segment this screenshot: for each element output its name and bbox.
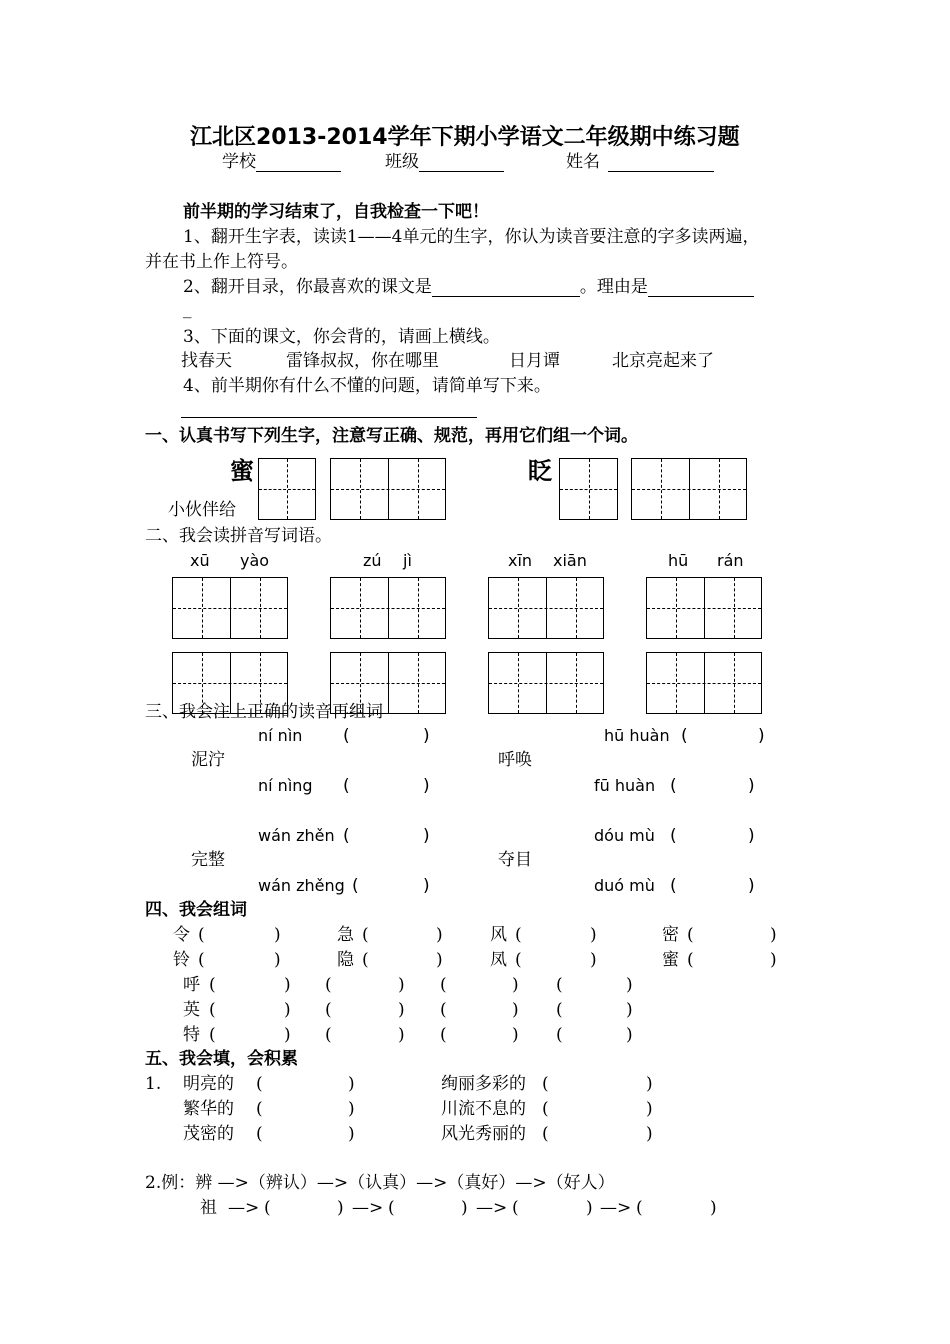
paren-close: ) bbox=[710, 1198, 717, 1218]
pinyin-label: xīn bbox=[508, 551, 533, 570]
paren-close: ) bbox=[423, 876, 430, 896]
writing-grid[interactable] bbox=[488, 652, 604, 714]
section3-heading: 三、我会注上正确的读音再组词 bbox=[145, 702, 383, 722]
pinyin-label: yào bbox=[240, 551, 270, 570]
paren-open: ( bbox=[352, 876, 359, 896]
char-label: 密 bbox=[662, 925, 679, 945]
phrase-label: 绚丽多彩的 bbox=[441, 1074, 526, 1094]
paren-open: ( bbox=[198, 950, 205, 970]
name-field[interactable] bbox=[608, 153, 714, 172]
char-label: 凤 bbox=[490, 950, 507, 970]
paren-close: ) bbox=[284, 1025, 291, 1045]
paren-open: ( bbox=[440, 1025, 447, 1045]
pinyin-label: zú bbox=[363, 551, 382, 570]
paren-open: ( bbox=[362, 925, 369, 945]
writing-grid[interactable] bbox=[330, 577, 446, 639]
item-number: 1. bbox=[145, 1074, 162, 1094]
paren-open: ( bbox=[542, 1124, 549, 1144]
favorite-lesson-field[interactable] bbox=[432, 278, 580, 297]
intro-q1-line2: 并在书上作上符号。 bbox=[145, 252, 298, 272]
phrase-label: 茂密的 bbox=[183, 1124, 234, 1144]
paren-close: ) bbox=[512, 1025, 519, 1045]
paren-close: ) bbox=[626, 975, 633, 995]
section4-heading: 四、我会组词 bbox=[145, 900, 247, 920]
lesson-item[interactable]: 北京亮起来了 bbox=[612, 351, 714, 371]
intro-q3: 3、下面的课文，你会背的，请画上横线。 bbox=[183, 327, 500, 347]
char-label: 隐 bbox=[337, 950, 354, 970]
phrase-label: 风光秀丽的 bbox=[441, 1124, 526, 1144]
class-label bbox=[385, 152, 504, 172]
pinyin-option: dóu mù bbox=[594, 826, 655, 845]
phrase-label: 川流不息的 bbox=[441, 1099, 526, 1119]
paren-open: ( bbox=[681, 726, 688, 746]
char-label: 风 bbox=[490, 925, 507, 945]
paren-close: ) bbox=[626, 1000, 633, 1020]
char-label: 英 bbox=[183, 1000, 200, 1020]
char-label: 铃 bbox=[173, 950, 190, 970]
intro-q2-overflow: _ bbox=[183, 299, 192, 319]
paren-open: ( bbox=[325, 1025, 332, 1045]
intro-heading: 前半期的学习结束了，自我检查一下吧！ bbox=[183, 202, 489, 222]
paren-close: ) bbox=[284, 1000, 291, 1020]
intro-q4: 4、前半期你有什么不懂的问题，请简单写下来。 bbox=[183, 376, 551, 396]
writing-grid[interactable] bbox=[330, 458, 446, 520]
char-label: 特 bbox=[183, 1025, 200, 1045]
paren-open: ( bbox=[542, 1099, 549, 1119]
paren-open: ( bbox=[209, 975, 216, 995]
pinyin-option: wán zhěn bbox=[258, 826, 335, 845]
paren-open: ( bbox=[515, 925, 522, 945]
reason-field[interactable] bbox=[648, 278, 754, 297]
word-label: 夺目 bbox=[498, 850, 532, 870]
paren-close: ) bbox=[274, 925, 281, 945]
writing-grid[interactable] bbox=[646, 652, 762, 714]
intro-q1-line1: 1、翻开生字表，读读1——4单元的生字，你认为读音要注意的字多读两遍， bbox=[183, 227, 760, 247]
paren-open: ( bbox=[556, 1000, 563, 1020]
section2-heading: 二、我会读拼音写词语。 bbox=[145, 526, 332, 546]
paren-open: ( bbox=[343, 776, 350, 796]
paren-close: ) bbox=[423, 726, 430, 746]
task-char: 祖 bbox=[200, 1198, 217, 1218]
example-line: 2.例：辨 —>（辨认）—>（认真）—>（真好）—>（好人） bbox=[145, 1173, 615, 1193]
paren-open: ( bbox=[670, 876, 677, 896]
paren-open: ( bbox=[542, 1074, 549, 1094]
phrase-label: 明亮的 bbox=[183, 1074, 234, 1094]
paren-close: ) bbox=[748, 826, 755, 846]
pinyin-label: hū bbox=[668, 551, 689, 570]
paren-close: ) bbox=[770, 950, 777, 970]
section1-heading: 一、认真书写下列生字，注意写正确、规范，再用它们组一个词。 bbox=[145, 426, 638, 446]
paren-close: ) bbox=[646, 1124, 653, 1144]
writing-grid[interactable] bbox=[631, 458, 747, 520]
lesson-item[interactable]: 日月谭 bbox=[509, 351, 560, 371]
char-label: 急 bbox=[337, 925, 354, 945]
paren-open: ( bbox=[670, 776, 677, 796]
phrase-label: 繁华的 bbox=[183, 1099, 234, 1119]
paren-open: ( bbox=[388, 1198, 395, 1218]
paren-open: ( bbox=[687, 925, 694, 945]
paren-close: ) bbox=[770, 925, 777, 945]
paren-close: ) bbox=[398, 1000, 405, 1020]
paren-close: ) bbox=[284, 975, 291, 995]
paren-open: ( bbox=[687, 950, 694, 970]
char-label: 令 bbox=[173, 925, 190, 945]
question-answer-line[interactable] bbox=[181, 417, 477, 418]
intro-q2-text-a: 2、翻开目录，你最喜欢的课文是 bbox=[183, 277, 432, 297]
paren-close: ) bbox=[398, 1025, 405, 1045]
paren-close: ) bbox=[348, 1099, 355, 1119]
paren-open: ( bbox=[325, 975, 332, 995]
writing-grid[interactable] bbox=[559, 458, 618, 520]
paren-close: ) bbox=[512, 975, 519, 995]
paren-close: ) bbox=[590, 950, 597, 970]
class-field[interactable] bbox=[419, 153, 504, 172]
paren-close: ) bbox=[423, 826, 430, 846]
char-mi: 蜜 bbox=[230, 456, 254, 485]
name-label bbox=[566, 152, 714, 172]
pinyin-label: xū bbox=[190, 551, 210, 570]
writing-grid[interactable] bbox=[646, 577, 762, 639]
paren-open: ( bbox=[556, 1025, 563, 1045]
paren-close: ) bbox=[590, 925, 597, 945]
partial-sentence: 小伙伴给 bbox=[168, 500, 236, 520]
paren-close: ) bbox=[748, 876, 755, 896]
paren-close: ) bbox=[646, 1074, 653, 1094]
lesson-item[interactable]: 找春天 bbox=[181, 351, 232, 371]
paren-close: ) bbox=[461, 1198, 468, 1218]
paren-open: ( bbox=[670, 826, 677, 846]
paren-open: ( bbox=[440, 975, 447, 995]
pinyin-label: jì bbox=[403, 551, 412, 570]
pinyin-label: xiān bbox=[553, 551, 587, 570]
school-field[interactable] bbox=[256, 153, 341, 172]
word-label: 泥泞 bbox=[191, 750, 225, 770]
paren-open: ( bbox=[325, 1000, 332, 1020]
arrow: —> bbox=[352, 1198, 384, 1218]
writing-grid[interactable] bbox=[258, 458, 316, 520]
paren-close: ) bbox=[423, 776, 430, 796]
school-label bbox=[222, 152, 341, 172]
paren-open: ( bbox=[198, 925, 205, 945]
paren-close: ) bbox=[586, 1198, 593, 1218]
paren-close: ) bbox=[348, 1124, 355, 1144]
pinyin-option: ní nìng bbox=[258, 776, 313, 795]
paren-close: ) bbox=[274, 950, 281, 970]
pinyin-option: fū huàn bbox=[594, 776, 656, 795]
paren-open: ( bbox=[556, 975, 563, 995]
paren-close: ) bbox=[512, 1000, 519, 1020]
pinyin-option: ní nìn bbox=[258, 726, 303, 745]
paren-open: ( bbox=[440, 1000, 447, 1020]
paren-close: ) bbox=[436, 925, 443, 945]
name-label-text: 姓名 bbox=[566, 152, 600, 172]
pinyin-label: rán bbox=[717, 551, 744, 570]
pinyin-option: wán zhěng bbox=[258, 876, 345, 895]
paren-open: ( bbox=[515, 950, 522, 970]
word-label: 完整 bbox=[191, 850, 225, 870]
pinyin-option: hū huàn bbox=[604, 726, 670, 745]
char-label: 蜜 bbox=[662, 950, 679, 970]
arrow: —> bbox=[600, 1198, 632, 1218]
lesson-item[interactable]: 雷锋叔叔，你在哪里 bbox=[286, 351, 439, 371]
paren-open: ( bbox=[256, 1124, 263, 1144]
char-zha: 眨 bbox=[528, 456, 552, 485]
paren-open: ( bbox=[343, 826, 350, 846]
paren-close: ) bbox=[748, 776, 755, 796]
paren-open: ( bbox=[209, 1025, 216, 1045]
paren-close: ) bbox=[348, 1074, 355, 1094]
paren-close: ) bbox=[398, 975, 405, 995]
section5-heading: 五、我会填，会积累 bbox=[145, 1049, 298, 1069]
paren-open: ( bbox=[636, 1198, 643, 1218]
paren-open: ( bbox=[256, 1099, 263, 1119]
intro-q2 bbox=[183, 277, 754, 297]
page-title: 江北区2013-2014学年下期小学语文二年级期中练习题 bbox=[190, 125, 740, 150]
school-label-text: 学校 bbox=[222, 152, 256, 172]
intro-q2-text-b: 。理由是 bbox=[579, 277, 648, 297]
writing-grid[interactable] bbox=[488, 577, 604, 639]
pinyin-option: duó mù bbox=[594, 876, 655, 895]
word-label: 呼唤 bbox=[498, 750, 532, 770]
paren-open: ( bbox=[256, 1074, 263, 1094]
paren-close: ) bbox=[337, 1198, 344, 1218]
class-label-text: 班级 bbox=[385, 152, 419, 172]
paren-open: ( bbox=[209, 1000, 216, 1020]
paren-open: ( bbox=[362, 950, 369, 970]
paren-close: ) bbox=[436, 950, 443, 970]
paren-open: ( bbox=[512, 1198, 519, 1218]
arrow: —> bbox=[476, 1198, 508, 1218]
paren-close: ) bbox=[758, 726, 765, 746]
paren-close: ) bbox=[646, 1099, 653, 1119]
writing-grid[interactable] bbox=[172, 577, 288, 639]
paren-open: ( bbox=[343, 726, 350, 746]
arrow: —> bbox=[228, 1198, 260, 1218]
paren-close: ) bbox=[626, 1025, 633, 1045]
paren-open: ( bbox=[264, 1198, 271, 1218]
char-label: 呼 bbox=[183, 975, 200, 995]
